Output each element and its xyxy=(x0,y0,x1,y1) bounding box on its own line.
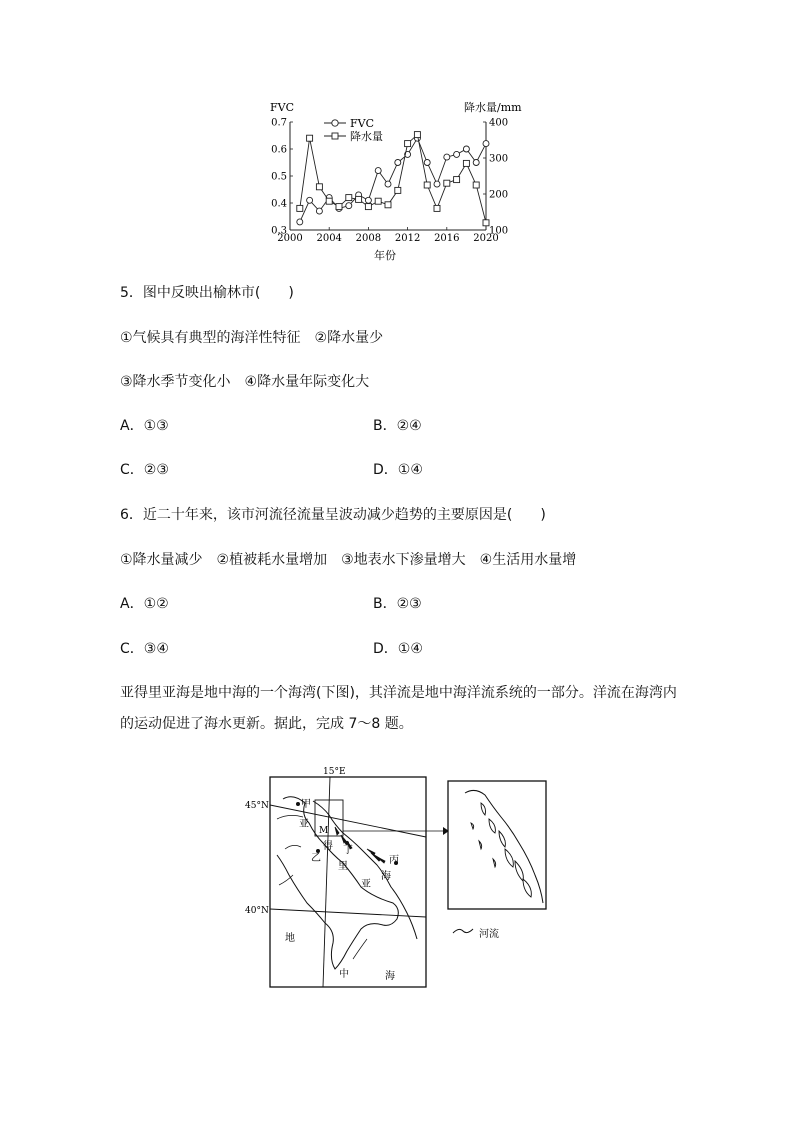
x-tick-label: 2020 xyxy=(473,233,499,244)
x-tick-label: 2016 xyxy=(434,233,460,244)
y-right-tick-label: 400 xyxy=(489,117,509,129)
precip-point xyxy=(424,182,430,188)
q5-stem: 5．图中反映出榆林市( ) xyxy=(120,285,294,301)
label-ya2: 亚 xyxy=(361,879,371,890)
fvc-precipitation-chart xyxy=(262,96,522,264)
y-left-tick-label: 0.6 xyxy=(271,144,287,156)
q6-stem: 6．近二十年来，该市河流径流量呈波动减少趋势的主要原因是( ) xyxy=(120,507,546,523)
precip-point xyxy=(307,135,313,141)
precip-point xyxy=(375,198,381,204)
fvc-point xyxy=(463,146,469,152)
x-tick-label: 2004 xyxy=(316,233,342,244)
label-jia: 甲 xyxy=(301,799,311,810)
label-di: 地 xyxy=(285,933,295,944)
label-hai1: 海 xyxy=(381,871,391,882)
q5-option-d[interactable]: D．①④ xyxy=(373,462,423,478)
label-li: 里 xyxy=(338,861,348,872)
lon-label: 15°E xyxy=(323,767,346,777)
x-tick-label: 2012 xyxy=(394,233,421,244)
lat-40-label: 40°N xyxy=(245,906,269,916)
adriatic-map xyxy=(243,763,563,995)
fvc-point xyxy=(375,168,381,174)
q5-option-a[interactable]: A．①③ xyxy=(120,418,169,434)
y-left-title: FVC xyxy=(270,101,294,114)
q6-items: ①降水量减少 ②植被耗水量增加 ③地表水下渗量增大 ④生活用水量增 xyxy=(120,552,577,568)
y-right-tick-label: 100 xyxy=(489,225,509,237)
precip-point xyxy=(463,160,469,166)
precip-point xyxy=(385,202,391,208)
chart-svg xyxy=(262,96,522,264)
fvc-point xyxy=(473,160,479,166)
river-legend-icon xyxy=(453,929,473,933)
lat-45-label: 45°N xyxy=(245,801,269,811)
y-left-tick-label: 0.7 xyxy=(271,117,287,129)
fvc-point xyxy=(454,151,460,157)
fvc-point xyxy=(434,181,440,187)
intro-line2: 的运动促进了海水更新。据此，完成 7～8 题。 xyxy=(120,716,413,732)
precip-point xyxy=(473,182,479,188)
label-zhong: 中 xyxy=(339,969,349,980)
precip-point xyxy=(316,184,322,190)
fvc-point xyxy=(424,160,430,166)
q6-option-b[interactable]: B．②③ xyxy=(373,596,422,612)
fvc-point xyxy=(316,208,322,214)
legend-precip-label: 降水量 xyxy=(350,130,383,143)
fvc-point xyxy=(395,160,401,166)
intro-line1: 亚得里亚海是地中海的一个海湾(下图)，其洋流是地中海洋流系统的一部分。洋流在海湾内 xyxy=(120,685,677,701)
x-title: 年份 xyxy=(374,249,396,262)
label-bing: 丙 xyxy=(389,855,399,866)
q5-option-b[interactable]: B．②④ xyxy=(373,418,422,434)
label-ding: 丁 xyxy=(343,845,353,856)
precip-point xyxy=(356,196,362,202)
precip-point xyxy=(346,195,352,201)
precip-point xyxy=(405,141,411,147)
y-left-tick-label: 0.4 xyxy=(271,198,287,210)
label-hai2: 海 xyxy=(385,971,395,982)
precip-point xyxy=(297,205,303,211)
inset-map-frame xyxy=(448,781,546,909)
label-de: 得 xyxy=(323,841,333,852)
legend-fvc-marker xyxy=(332,120,338,126)
q5-items-line2: ③降水季节变化小 ④降水量年际变化大 xyxy=(120,374,370,390)
precip-point xyxy=(395,187,401,193)
y-right-tick-label: 300 xyxy=(489,153,509,165)
y-right-tick-label: 200 xyxy=(489,189,509,201)
q6-option-c[interactable]: C．③④ xyxy=(120,641,169,657)
q5-items-line1: ①气候具有典型的海洋性特征 ②降水量少 xyxy=(120,330,384,346)
precip-point xyxy=(434,205,440,211)
precip-point xyxy=(444,180,450,186)
x-tick-label: 2000 xyxy=(277,233,303,244)
label-ya1: 亚 xyxy=(299,819,309,830)
point-jia xyxy=(296,802,300,806)
fvc-point xyxy=(483,141,489,147)
map-svg xyxy=(243,763,563,995)
y-left-tick-label: 0.5 xyxy=(271,171,287,183)
precip-point xyxy=(326,198,332,204)
y-left-tick-label: 0.3 xyxy=(271,225,287,237)
fvc-point xyxy=(365,197,371,203)
fvc-point xyxy=(297,219,303,225)
precip-point xyxy=(336,204,342,210)
precip-point xyxy=(365,204,371,210)
label-yi: 乙 xyxy=(311,853,321,864)
precip-point xyxy=(483,220,489,226)
legend-fvc-label: FVC xyxy=(350,117,374,130)
q6-option-d[interactable]: D．①④ xyxy=(373,641,423,657)
chart-legend xyxy=(324,117,383,143)
label-m: M xyxy=(319,826,329,836)
fvc-point xyxy=(385,181,391,187)
x-tick-label: 2008 xyxy=(355,233,382,244)
y-right-title: 降水量/mm xyxy=(464,101,522,114)
fvc-point xyxy=(307,197,313,203)
river-legend-label: 河流 xyxy=(479,929,499,940)
q6-option-a[interactable]: A．①② xyxy=(120,596,169,612)
fvc-point xyxy=(346,203,352,209)
precip-point xyxy=(414,132,420,138)
legend-precip-marker xyxy=(332,133,338,139)
precip-point xyxy=(454,177,460,183)
q5-option-c[interactable]: C．②③ xyxy=(120,462,169,478)
fvc-point xyxy=(444,154,450,160)
